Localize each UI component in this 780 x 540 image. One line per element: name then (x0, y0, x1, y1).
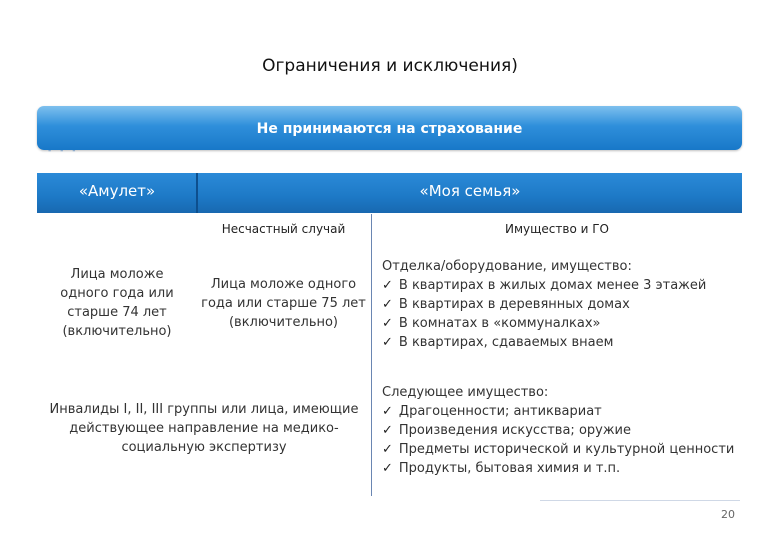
property-block-finishing (382, 257, 742, 352)
block-heading: Следующее имущество: (382, 385, 549, 400)
disabled-restriction (37, 400, 371, 457)
list-item: ✓ В квартирах в деревянных домах (382, 297, 630, 312)
list-item: ✓ Продукты, бытовая химия и т.п. (382, 461, 621, 476)
list-item: ✓ В квартирах, сдаваемых внаем (382, 335, 614, 350)
text-line: года или старше 75 лет (201, 296, 366, 311)
check-icon: ✓ (382, 404, 393, 419)
text-line: социальную экспертизу (121, 440, 287, 455)
check-icon: ✓ (382, 278, 393, 293)
header-my-family: «Моя семья» (419, 182, 521, 200)
header-amulet: «Амулет» (78, 182, 156, 200)
check-icon: ✓ (382, 297, 393, 312)
text-line: Лица моложе (70, 267, 164, 282)
page-number: 20 (721, 508, 735, 521)
amulet-restriction (37, 265, 197, 341)
text-line: Инвалиды I, II, III группы или лица, имеющие (49, 402, 359, 417)
subheader-property: Имущество и ГО (504, 222, 609, 236)
text-line: действующее направление на медико- (69, 421, 339, 436)
footer-divider (540, 500, 740, 501)
check-icon: ✓ (382, 442, 393, 457)
list-item: ✓ В квартирах в жилых домах менее 3 этажей (382, 278, 707, 293)
text-line: Лица моложе одного (210, 277, 357, 292)
text-line: старше 74 лет (67, 305, 167, 320)
accident-restriction (196, 275, 371, 332)
text-line: (включительно) (62, 324, 172, 339)
block-heading: Отделка/оборудование, имущество: (382, 259, 632, 274)
check-icon: ✓ (382, 461, 393, 476)
banner-text: Не принимаются на страхование (256, 121, 523, 137)
page-title: Ограничения и исключения) (262, 56, 518, 76)
text-line: (включительно) (228, 315, 339, 330)
text-line: одного года или (60, 286, 174, 301)
list-item: ✓ Предметы исторической и культурной ценности (382, 442, 735, 457)
column-divider (371, 214, 372, 496)
check-icon: ✓ (382, 335, 393, 350)
check-icon: ✓ (382, 423, 393, 438)
list-item: ✓ Произведения искусства; оружие (382, 423, 632, 438)
property-block-items (382, 383, 742, 478)
decorative-dashes: - - - (48, 146, 79, 156)
subheader-accident: Несчастный случай (221, 222, 346, 236)
list-item: ✓ Драгоценности; антиквариат (382, 404, 602, 419)
check-icon: ✓ (382, 316, 393, 331)
list-item: ✓ В комнатах в «коммуналках» (382, 316, 601, 331)
